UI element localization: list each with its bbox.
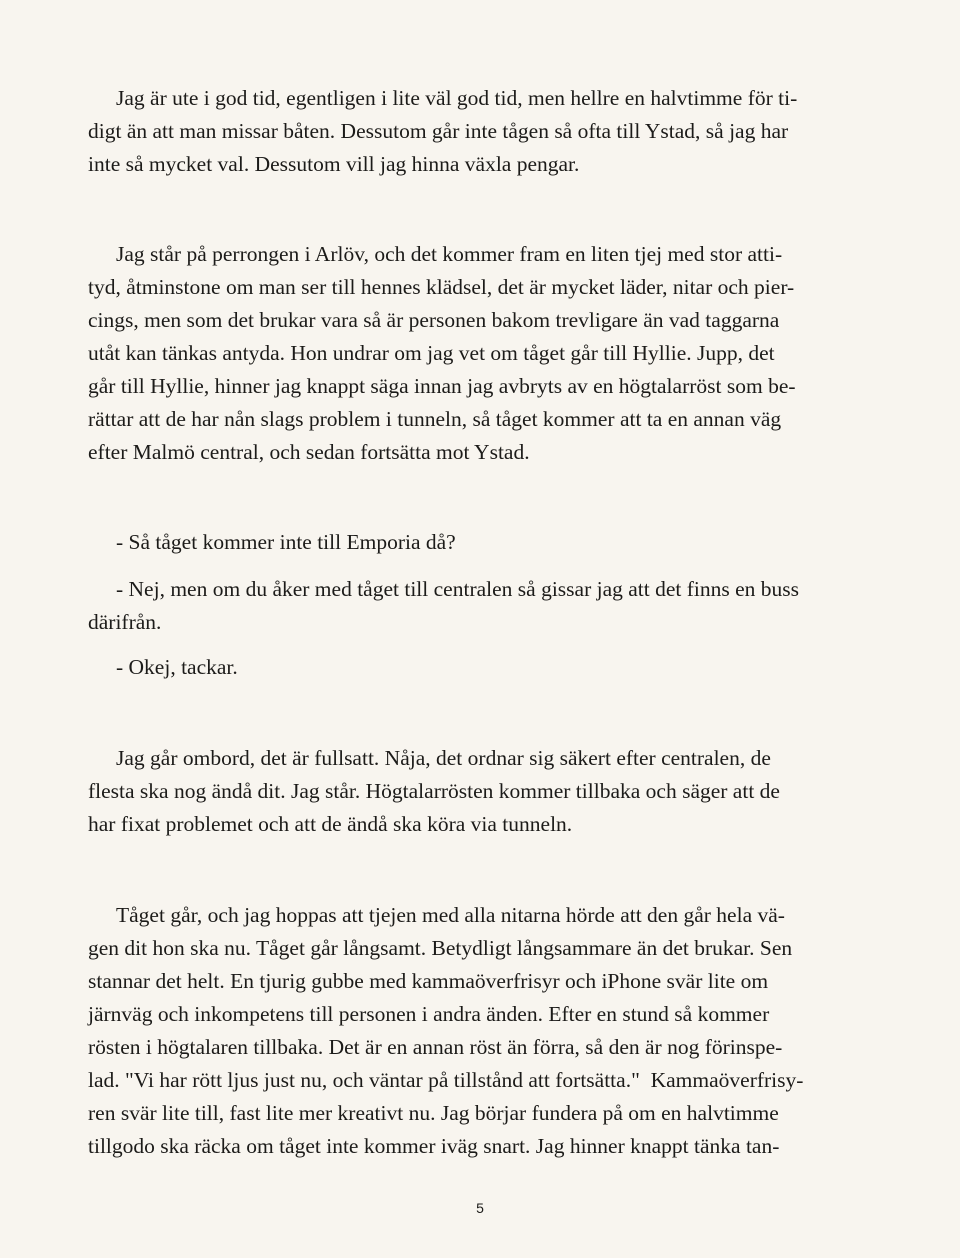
text-line: efter Malmö central, och sedan fortsätta mot Ystad.: [88, 440, 530, 464]
text-line: går till Hyllie, hinner jag knappt säga innan jag avbryts av en högtalarröst som be-: [88, 374, 796, 398]
text-line: Jag står på perrongen i Arlöv, och det kommer fram en liten tjej med stor atti-: [116, 242, 783, 266]
text-line: gen dit hon ska nu. Tåget går långsamt. Betydligt långsammare än det brukar. Sen: [88, 936, 793, 960]
text-line: Jag går ombord, det är fullsatt. Nåja, det ordnar sig säkert efter centralen, de: [116, 746, 771, 770]
text-line: har fixat problemet och att de ändå ska köra via tunneln.: [88, 812, 573, 836]
text-line: Tåget går, och jag hoppas att tjejen med alla nitarna hörde att den går hela vä-: [116, 903, 785, 927]
text-line: stannar det helt. En tjurig gubbe med kammaöverfrisyr och iPhone svär lite om: [88, 969, 769, 993]
page-number: 5: [476, 1200, 484, 1216]
text-line: - Så tåget kommer inte till Emporia då?: [116, 530, 456, 554]
text-line: tyd, åtminstone om man ser till hennes klädsel, det är mycket läder, nitar och pier-: [88, 275, 795, 299]
text-line: därifrån.: [88, 610, 162, 634]
text-line: ren svär lite till, fast lite mer kreativt nu. Jag börjar fundera på om en halvtimme: [88, 1101, 779, 1125]
text-line: inte så mycket val. Dessutom vill jag hinna växla pengar.: [88, 152, 580, 176]
text-line: utåt kan tänkas antyda. Hon undrar om jag vet om tåget går till Hyllie. Jupp, det: [88, 341, 775, 365]
text-line: - Okej, tackar.: [116, 655, 238, 679]
text-line: lad. "Vi har rött ljus just nu, och väntar på tillstånd att fortsätta." Kammaöverfrisy-: [88, 1068, 804, 1092]
text-line: cings, men som det brukar vara så är personen bakom trevligare än vad taggarna: [88, 308, 780, 332]
text-line: Jag är ute i god tid, egentligen i lite väl god tid, men hellre en halvtimme för ti-: [116, 86, 798, 110]
text-line: - Nej, men om du åker med tåget till centralen så gissar jag att det finns en buss: [116, 577, 800, 601]
text-line: digt än att man missar båten. Dessutom går inte tågen så ofta till Ystad, så jag har: [88, 119, 789, 143]
text-line: tillgodo ska räcka om tåget inte kommer iväg snart. Jag hinner knappt tänka tan-: [88, 1134, 780, 1158]
text-line: flesta ska nog ändå dit. Jag står. Högtalarrösten kommer tillbaka och säger att de: [88, 779, 780, 803]
text-line: rösten i högtalaren tillbaka. Det är en annan röst än förra, så den är nog förinspe-: [88, 1035, 783, 1059]
text-line: järnväg och inkompetens till personen i andra änden. Efter en stund så kommer: [88, 1002, 770, 1026]
text-line: rättar att de har nån slags problem i tunneln, så tåget kommer att ta en annan väg: [88, 407, 782, 431]
